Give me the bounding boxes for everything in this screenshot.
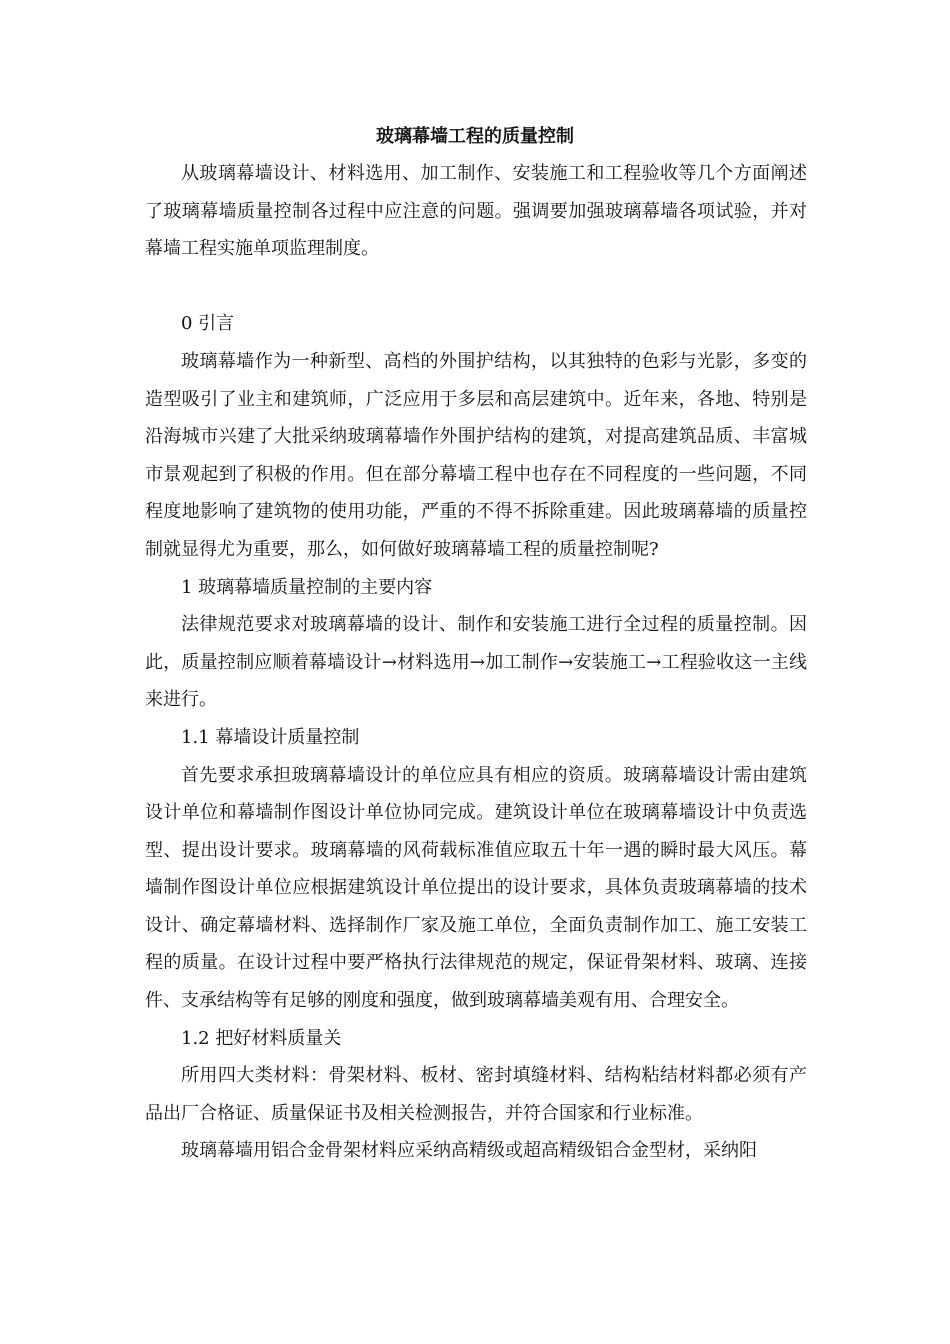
document-title: 玻璃幕墙工程的质量控制 xyxy=(376,126,574,147)
blank-line xyxy=(145,268,807,306)
main-content-paragraph: 法律规范要求对玻璃幕墙的设计、制作和安装施工进行全过程的质量控制。因此，质量控制应顺着幕墙设计→材料选用→加工制作→安装施工→工程验收这一主线来进行。 xyxy=(145,614,807,711)
design-control-paragraph: 首先要求承担玻璃幕墙设计的单位应具有相应的资质。玻璃幕墙设计需由建筑设计单位和幕墙制作图设计单位协同完成。建筑设计单位在玻璃幕墙设计中负责选型、提出设计要求。玻璃幕墙的风荷载标准值应取五十年一遇的瞬时最大风压。幕墙制作图设计单位应根据建筑设计单位提出的设计要求，具体负责玻璃幕墙的技术设计、确定幕墙材料、选择制作厂家及施工单位，全面负责制作加工、施工安装工程的质量。在设计过程中要严格执行法律规范的规定，保证骨架材料、玻璃、连接件、支承结构等有足够的刚度和强度，做到玻璃幕墙美观有用、合理安全。 xyxy=(145,764,807,1012)
abstract-paragraph: 从玻璃幕墙设计、材料选用、加工制作、安装施工和工程验收等几个方面阐述了玻璃幕墙质量控制各过程中应注意的问题。强调要加强玻璃幕墙各项试验，并对幕墙工程实施单项监理制度。 xyxy=(145,163,807,260)
material-quality-paragraph-2: 玻璃幕墙用铝合金骨架材料应采纳高精级或超高精级铝合金型材，采纳阳 xyxy=(181,1140,757,1162)
document-body xyxy=(145,155,807,1170)
section-heading-design-control: 1.1 幕墙设计质量控制 xyxy=(181,726,360,748)
section-heading-material-quality: 1.2 把好材料质量关 xyxy=(181,1027,342,1049)
material-quality-paragraph-1: 所用四大类材料：骨架材料、板材、密封填缝材料、结构粘结材料都必须有产品出厂合格证、质量保证书及相关检测报告，并符合国家和行业标准。 xyxy=(145,1065,807,1124)
section-heading-main-content: 1 玻璃幕墙质量控制的主要内容 xyxy=(181,576,433,598)
introduction-paragraph: 玻璃幕墙作为一种新型、高档的外围护结构，以其独特的色彩与光影，多变的造型吸引了业主和建筑师，广泛应用于多层和高层建筑中。近年来，各地、特别是沿海城市兴建了大批采纳玻璃幕墙作外围护结构的建筑，对提高建筑品质、丰富城市景观起到了积极的作用。但在部分幕墙工程中也存在不同程度的一些问题，不同程度地影响了建筑物的使用功能，严重的不得不拆除重建。因此玻璃幕墙的质量控制就显得尤为重要，那么，如何做好玻璃幕墙工程的质量控制呢? xyxy=(145,350,807,560)
section-heading-introduction: 0 引言 xyxy=(181,313,235,335)
